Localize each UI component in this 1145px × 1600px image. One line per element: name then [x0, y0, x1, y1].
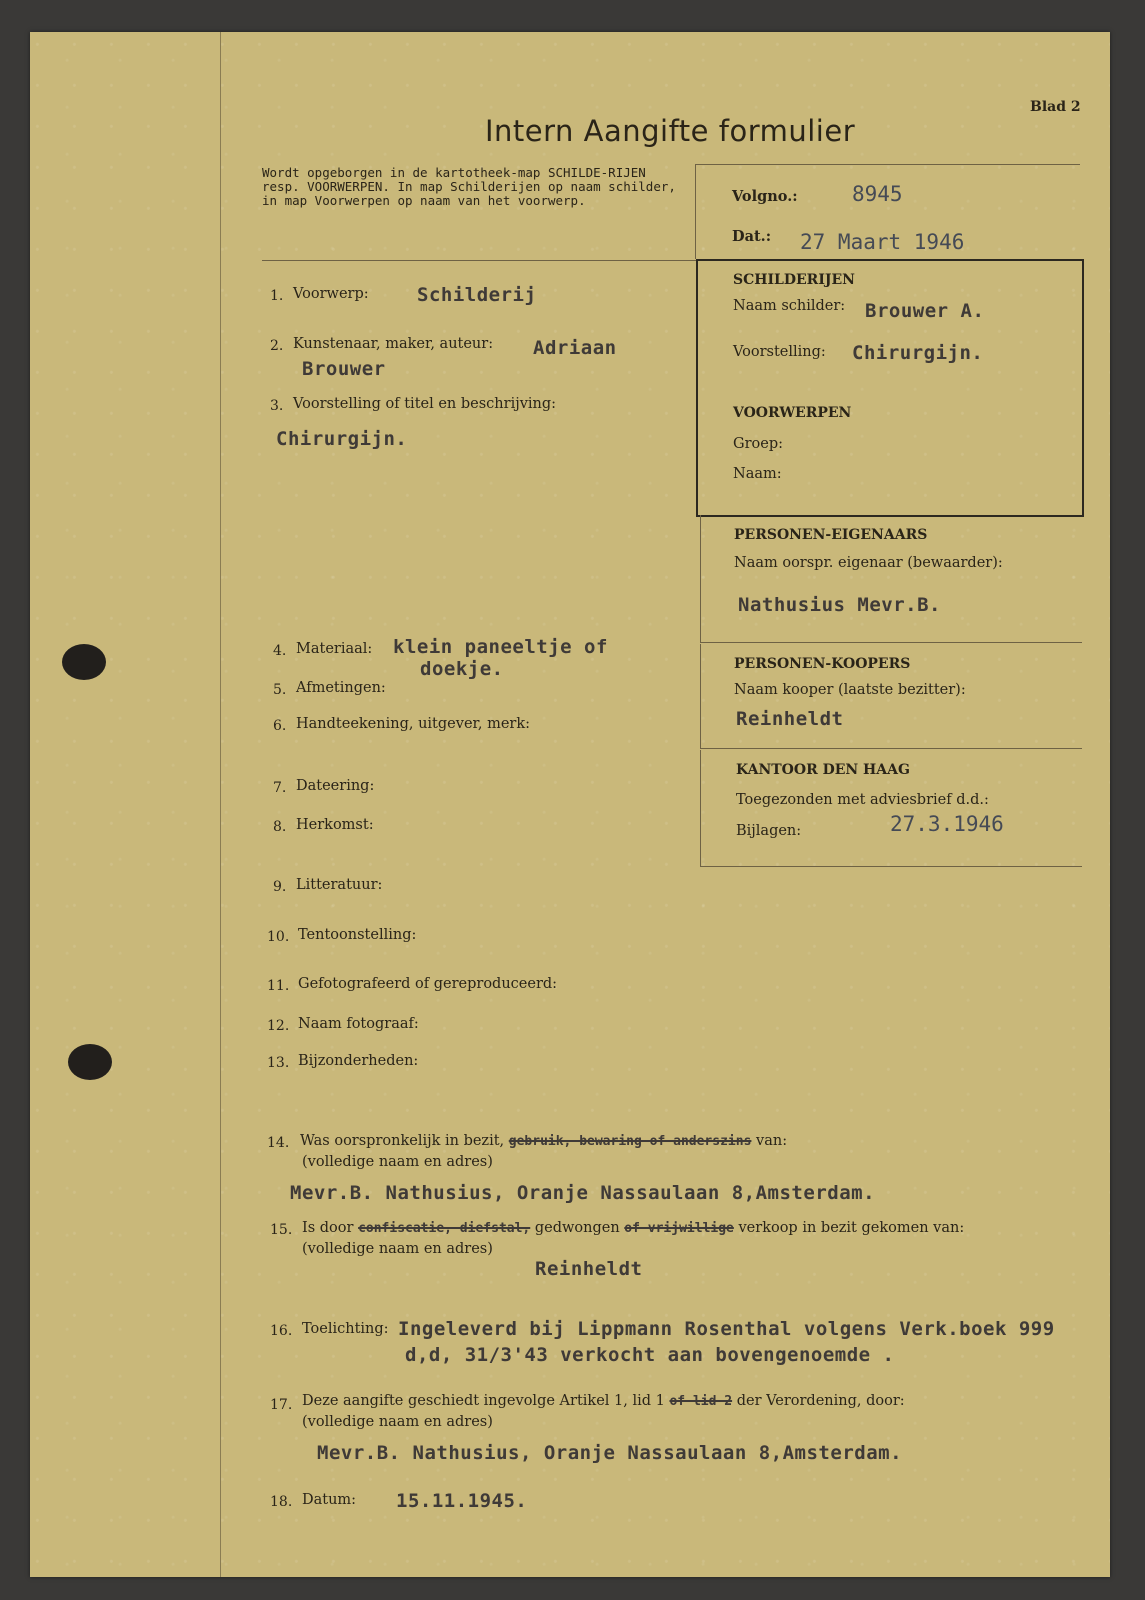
groep-label: Groep:	[733, 436, 783, 452]
field-17-label	[302, 1393, 905, 1409]
field-7-label: Dateering:	[296, 778, 375, 794]
koopers-value: Reinheldt	[736, 708, 844, 730]
koopers-heading: PERSONEN-KOOPERS	[734, 656, 911, 672]
voorwerpen-heading: VOORWERPEN	[733, 405, 852, 421]
volgno-label: Volgno.:	[732, 188, 798, 205]
field-3-value: Chirurgijn.	[276, 428, 408, 450]
field-16-label: Toelichting:	[302, 1321, 389, 1337]
field-3-number: 3.	[270, 398, 284, 414]
field-14-struck-text: gebruik, bewaring of anderszins	[508, 1134, 752, 1149]
field-1-label: Voorwerp:	[293, 286, 369, 302]
field-5-number: 5.	[273, 682, 287, 698]
form-title: Intern Aangifte formulier	[485, 114, 856, 148]
field-1-value: Schilderij	[417, 284, 537, 306]
voorstelling-label: Voorstelling:	[733, 344, 826, 360]
field-6-number: 6.	[273, 718, 287, 734]
field-17-number: 17.	[270, 1397, 293, 1413]
field-15-label-end: verkoop in bezit gekomen van:	[738, 1220, 965, 1236]
punch-hole-top	[62, 644, 106, 680]
eigenaars-label: Naam oorspr. eigenaar (bewaarder):	[734, 555, 1003, 571]
punch-hole-bottom	[68, 1044, 112, 1080]
field-17-value: Mevr.B. Nathusius, Oranje Nassaulaan 8,Amsterdam.	[317, 1442, 903, 1464]
dat-value: 27 Maart 1946	[800, 230, 965, 254]
field-14-sub: (volledige naam en adres)	[302, 1154, 493, 1170]
field-14-label-end: van:	[756, 1133, 788, 1149]
kantoor-label: Toegezonden met adviesbrief d.d.:	[736, 792, 989, 808]
field-13-label: Bijzonderheden:	[298, 1053, 419, 1069]
field-2-value-last: Brouwer	[302, 358, 386, 380]
kantoor-heading: KANTOOR DEN HAAG	[736, 762, 910, 778]
field-16-value-line1: Ingeleverd bij Lippmann Rosenthal volgens Verk.boek 999	[398, 1318, 1055, 1340]
field-4-value-line2: doekje.	[420, 658, 504, 680]
naam-schilder-label: Naam schilder:	[733, 298, 846, 314]
eigenaars-heading: PERSONEN-EIGENAARS	[734, 527, 928, 543]
field-15-label-mid: gedwongen	[534, 1220, 620, 1236]
naam-schilder-value: Brouwer A.	[865, 300, 985, 322]
field-15-value: Reinheldt	[535, 1258, 643, 1280]
field-4-value-line1: klein paneeltje of	[393, 636, 608, 658]
field-12-number: 12.	[267, 1018, 290, 1034]
field-10-label: Tentoonstelling:	[298, 927, 417, 943]
field-15-label-start: Is door	[302, 1220, 354, 1236]
dat-label: Dat.:	[732, 228, 772, 245]
intro-text: Wordt opgeborgen in de kartotheek-map SCHILDE-RIJEN resp. VOORWERPEN. In map Schilderijen op naam schilder, in map Voorwerpen op naam van het voorwerp.	[262, 165, 676, 208]
bijlagen-label: Bijlagen:	[736, 823, 802, 839]
page-number: Blad 2	[1030, 99, 1081, 115]
field-5-label: Afmetingen:	[296, 680, 386, 696]
form-sheet	[30, 32, 1110, 1577]
field-16-number: 16.	[270, 1323, 293, 1339]
field-4-label: Materiaal:	[296, 641, 373, 657]
field-2-label: Kunstenaar, maker, auteur:	[293, 336, 494, 352]
field-15-number: 15.	[270, 1222, 293, 1238]
field-17-sub: (volledige naam en adres)	[302, 1414, 493, 1430]
field-17-label-start: Deze aangifte geschiedt ingevolge Artikel 1, lid 1	[302, 1393, 665, 1409]
field-16-value-line2: d,d, 31/3'43 verkocht aan bovengenoemde .	[405, 1344, 895, 1366]
field-11-label: Gefotografeerd of gereproduceerd:	[298, 976, 558, 992]
field-15-struck-a: confiscatie, diefstal,	[358, 1221, 531, 1236]
field-6-label: Handteekening, uitgever, merk:	[296, 716, 531, 732]
eigenaars-value: Nathusius Mevr.B.	[738, 594, 941, 616]
voorstelling-value: Chirurgijn.	[852, 342, 984, 364]
field-9-number: 9.	[273, 879, 287, 895]
field-15-struck-b: of vrijwillige	[624, 1221, 734, 1236]
field-13-number: 13.	[267, 1055, 290, 1071]
field-18-number: 18.	[270, 1494, 293, 1510]
field-2-value-first: Adriaan	[533, 337, 617, 359]
field-8-number: 8.	[273, 819, 287, 835]
field-14-label	[300, 1133, 787, 1149]
koopers-label: Naam kooper (laatste bezitter):	[734, 682, 966, 698]
field-14-number: 14.	[267, 1135, 290, 1151]
field-14-value: Mevr.B. Nathusius, Oranje Nassaulaan 8,Amsterdam.	[290, 1182, 876, 1204]
field-1-number: 1.	[270, 288, 284, 304]
field-7-number: 7.	[273, 780, 287, 796]
field-9-label: Litteratuur:	[296, 877, 383, 893]
field-15-label	[302, 1220, 964, 1236]
field-17-label-end: der Verordening, door:	[736, 1393, 905, 1409]
field-17-struck-text: of lid 2	[669, 1394, 733, 1409]
margin-line	[220, 32, 221, 1577]
field-10-number: 10.	[267, 929, 290, 945]
field-4-number: 4.	[273, 643, 287, 659]
field-3-label: Voorstelling of titel en beschrijving:	[293, 396, 557, 412]
field-15-sub: (volledige naam en adres)	[302, 1241, 493, 1257]
field-8-label: Herkomst:	[296, 817, 374, 833]
field-18-value: 15.11.1945.	[396, 1490, 528, 1512]
field-18-label: Datum:	[302, 1492, 357, 1508]
kantoor-value: 27.3.1946	[890, 812, 1004, 836]
schilderijen-heading: SCHILDERIJEN	[733, 272, 855, 288]
field-2-number: 2.	[270, 338, 284, 354]
volgno-value: 8945	[852, 182, 903, 206]
field-14-label-start: Was oorspronkelijk in bezit,	[300, 1133, 505, 1149]
field-12-label: Naam fotograaf:	[298, 1016, 419, 1032]
field-11-number: 11.	[267, 978, 290, 994]
naam-voorwerp-label: Naam:	[733, 466, 782, 482]
